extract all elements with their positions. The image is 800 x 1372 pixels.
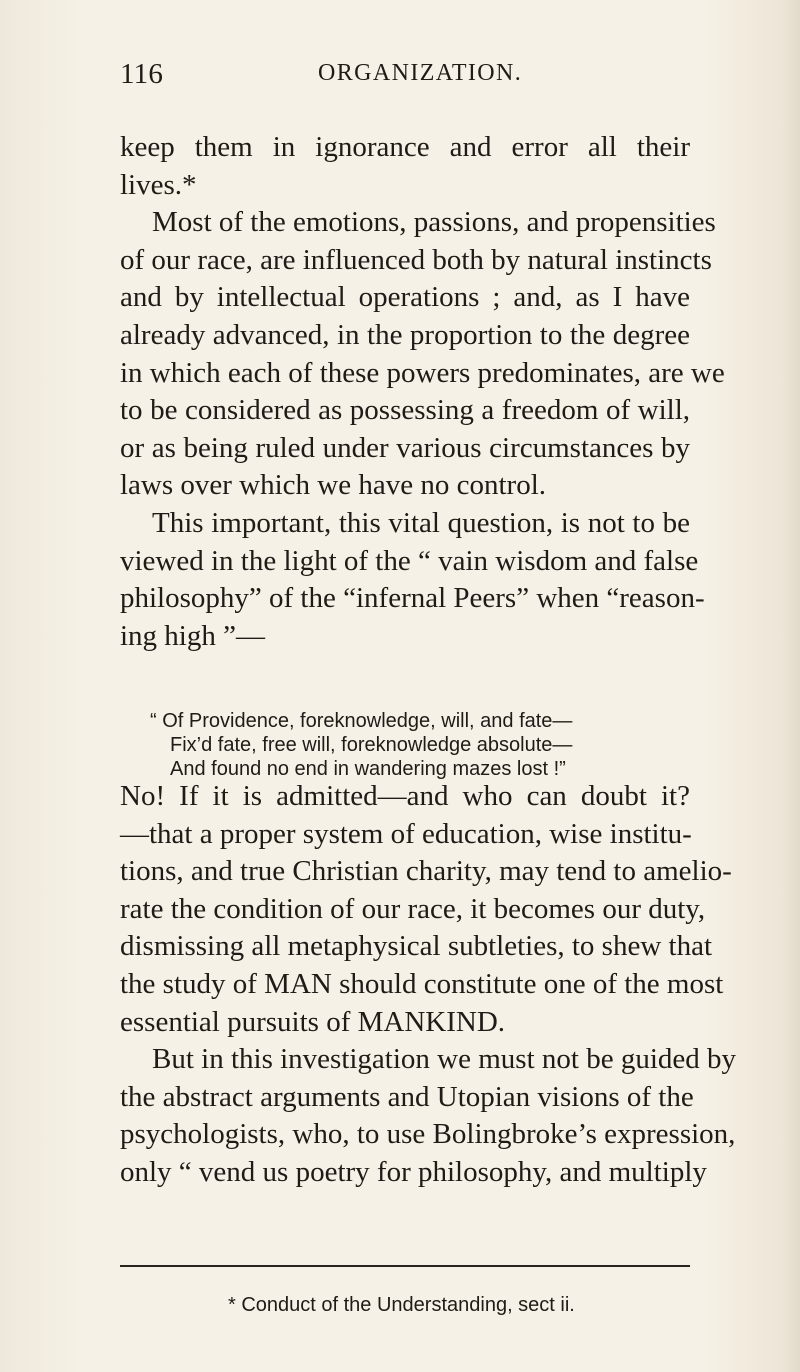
footnote: * Conduct of the Understanding, sect ii. xyxy=(228,1294,575,1316)
text-line: This important, this vital question, is not to be xyxy=(152,506,690,539)
text-line: lives.* xyxy=(120,168,197,201)
text-line: But in this investigation we must not be guided by xyxy=(152,1043,736,1076)
text-line: viewed in the light of the “ vain wisdom and false xyxy=(120,544,699,577)
text-line: tions, and true Christian charity, may tend to amelio- xyxy=(120,855,732,888)
text-line: Most of the emotions, passions, and propensities xyxy=(152,206,716,239)
text-line: keep them in ignorance and error all their xyxy=(120,131,690,163)
footnote-rule xyxy=(120,1265,690,1267)
text-line: laws over which we have no control. xyxy=(120,469,547,502)
poem-line: “ Of Providence, foreknowledge, will, and fate— xyxy=(150,710,573,732)
text-line: only “ vend us poetry for philosophy, and multiply xyxy=(120,1155,707,1188)
poem-line: And found no end in wandering mazes lost !” xyxy=(170,758,566,780)
text-line: of our race, are influenced both by natural instincts xyxy=(120,243,712,276)
text-line: ing high ”— xyxy=(120,619,265,652)
page-header xyxy=(120,48,678,88)
text-line: philosophy” of the “infernal Peers” when “reason- xyxy=(120,582,705,615)
text-line: already advanced, in the proportion to the degree xyxy=(120,318,690,351)
text-line: to be considered as possessing a freedom of will, xyxy=(120,394,690,427)
text-line: No! If it is admitted—and who can doubt it? xyxy=(120,780,690,812)
text-line: rate the condition of our race, it becomes our duty, xyxy=(120,892,706,925)
text-line: the study of MAN should constitute one of the most xyxy=(120,967,724,1000)
running-head: ORGANIZATION. xyxy=(318,60,523,86)
text-line: in which each of these powers predominates, are we xyxy=(120,356,725,389)
poem-quote xyxy=(120,709,690,781)
main-text xyxy=(120,129,725,655)
text-line: essential pursuits of MANKIND. xyxy=(120,1005,506,1038)
text-line: dismissing all metaphysical subtleties, to shew that xyxy=(120,930,713,963)
text-line: the abstract arguments and Utopian visions of the xyxy=(120,1080,694,1113)
text-line: —that a proper system of education, wise institu- xyxy=(120,817,692,850)
text-line: and by intellectual operations ; and, as I have xyxy=(120,281,690,314)
text-line: psychologists, who, to use Bolingbroke’s expression, xyxy=(120,1118,736,1151)
page-number: 116 xyxy=(120,58,164,90)
text-line: or as being ruled under various circumstances by xyxy=(120,431,690,464)
main-text-continuation xyxy=(120,778,736,1192)
poem-line: Fix’d fate, free will, foreknowledge absolute— xyxy=(170,734,573,756)
